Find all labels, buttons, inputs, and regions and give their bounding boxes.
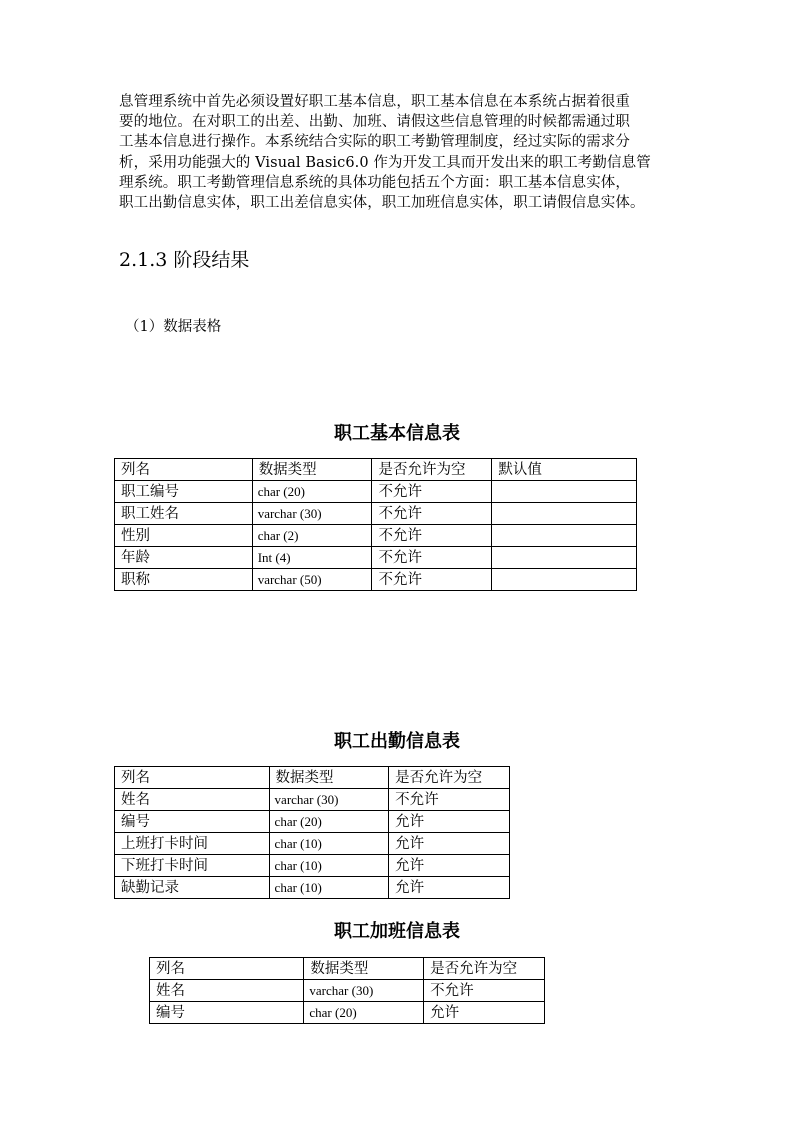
header-cell: 数据类型 xyxy=(252,459,372,481)
table-cell: char (10) xyxy=(269,855,389,877)
table-cell: 下班打卡时间 xyxy=(115,855,270,877)
header-cell: 列名 xyxy=(115,459,253,481)
section-heading: 2.1.3 阶段结果 xyxy=(119,249,250,271)
paragraph-line: 要的地位。在对职工的出差、出勤、加班、请假这些信息管理的时候都需通过职 xyxy=(119,114,630,131)
table-cell: Int (4) xyxy=(252,547,372,569)
table-row xyxy=(115,547,637,569)
table-cell: char (2) xyxy=(252,525,372,547)
subsection-heading: （1）数据表格 xyxy=(125,319,222,335)
table-cell: 编号 xyxy=(115,811,270,833)
overtime-table xyxy=(149,957,545,1024)
table-cell: 允许 xyxy=(389,855,510,877)
paragraph-line: 理系统。职工考勤管理信息系统的具体功能包括五个方面：职工基本信息实体， xyxy=(119,174,630,191)
paragraph-line: 职工出勤信息实体，职工出差信息实体，职工加班信息实体，职工请假信息实体。 xyxy=(119,195,645,212)
table-cell: 允许 xyxy=(424,1002,545,1024)
table-cell: char (20) xyxy=(304,1002,424,1024)
table-cell: 允许 xyxy=(389,833,510,855)
table-cell: 不允许 xyxy=(372,547,492,569)
table-row xyxy=(115,481,637,503)
table-cell: 职工姓名 xyxy=(115,503,253,525)
table-cell: 不允许 xyxy=(372,503,492,525)
table-header-row xyxy=(115,767,510,789)
table-cell: varchar (30) xyxy=(269,789,389,811)
table-cell: 不允许 xyxy=(389,789,510,811)
table-cell xyxy=(492,525,637,547)
table-cell: 编号 xyxy=(150,1002,304,1024)
header-cell: 是否允许为空 xyxy=(389,767,510,789)
header-cell: 是否允许为空 xyxy=(372,459,492,481)
table-cell: 不允许 xyxy=(372,525,492,547)
header-cell: 列名 xyxy=(150,958,304,980)
table-cell: 不允许 xyxy=(372,481,492,503)
table-cell xyxy=(492,547,637,569)
table-row xyxy=(150,1002,545,1024)
paragraph-line: 息管理系统中首先必须设置好职工基本信息，职工基本信息在本系统占据着很重 xyxy=(119,94,630,110)
table-row xyxy=(115,569,637,591)
table-row xyxy=(115,877,510,899)
paragraph-line: 工基本信息进行操作。本系统结合实际的职工考勤管理制度，经过实际的需求分 xyxy=(119,134,630,151)
table-cell: varchar (50) xyxy=(252,569,372,591)
header-cell: 默认值 xyxy=(492,459,637,481)
table-cell: 上班打卡时间 xyxy=(115,833,270,855)
table-cell: 允许 xyxy=(389,877,510,899)
table-cell: char (20) xyxy=(269,811,389,833)
table-cell: char (10) xyxy=(269,877,389,899)
table-cell: 不允许 xyxy=(372,569,492,591)
table-title-overtime: 职工加班信息表 xyxy=(334,921,460,942)
table-cell: 缺勤记录 xyxy=(115,877,270,899)
table-cell xyxy=(492,481,637,503)
table-cell xyxy=(492,569,637,591)
table-cell: 性别 xyxy=(115,525,253,547)
header-cell: 列名 xyxy=(115,767,270,789)
table-cell: varchar (30) xyxy=(252,503,372,525)
table-row xyxy=(115,833,510,855)
table-cell xyxy=(492,503,637,525)
body-paragraph xyxy=(119,92,679,213)
table-row xyxy=(115,811,510,833)
table-row xyxy=(115,789,510,811)
table-cell: 职工编号 xyxy=(115,481,253,503)
table-title-employee-basic: 职工基本信息表 xyxy=(334,423,460,444)
header-cell: 数据类型 xyxy=(269,767,389,789)
attendance-table xyxy=(114,766,510,899)
table-cell: 职称 xyxy=(115,569,253,591)
header-cell: 是否允许为空 xyxy=(424,958,545,980)
table-cell: char (20) xyxy=(252,481,372,503)
table-cell: 年龄 xyxy=(115,547,253,569)
table-cell: varchar (30) xyxy=(304,980,424,1002)
table-header-row xyxy=(150,958,545,980)
table-cell: char (10) xyxy=(269,833,389,855)
table-cell: 允许 xyxy=(389,811,510,833)
table-cell: 姓名 xyxy=(150,980,304,1002)
table-row xyxy=(115,855,510,877)
table-row xyxy=(115,503,637,525)
table-cell: 不允许 xyxy=(424,980,545,1002)
paragraph-line: 析，采用功能强大的 Visual Basic6.0 作为开发工具而开发出来的职工考勤信息管 xyxy=(119,154,651,171)
employee-basic-table xyxy=(114,458,637,591)
table-title-attendance: 职工出勤信息表 xyxy=(334,731,460,752)
header-cell: 数据类型 xyxy=(304,958,424,980)
table-header-row xyxy=(115,459,637,481)
table-cell: 姓名 xyxy=(115,789,270,811)
table-row xyxy=(150,980,545,1002)
table-row xyxy=(115,525,637,547)
